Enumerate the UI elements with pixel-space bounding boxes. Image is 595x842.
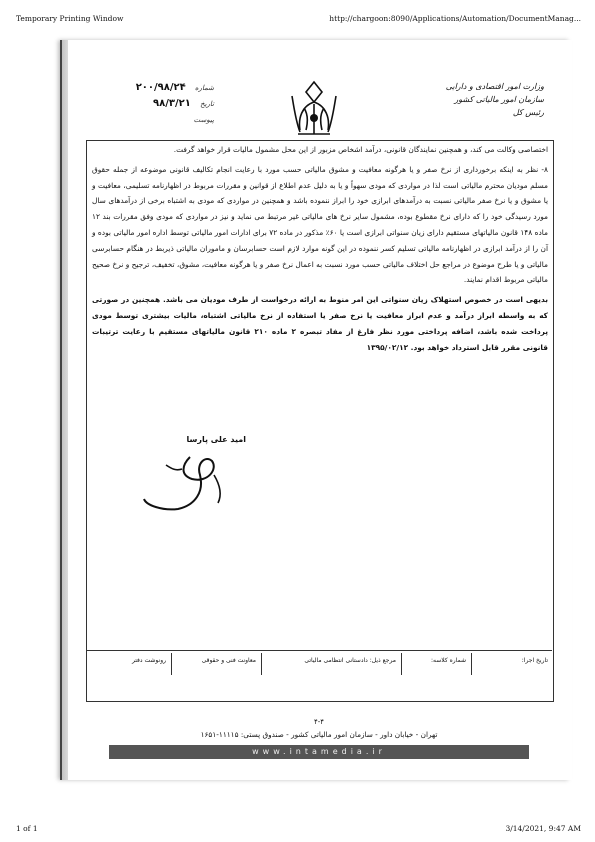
letter-date-row <box>94 96 214 112</box>
routing-department: معاونت فنی و حقوقی <box>201 657 256 664</box>
signature-block <box>122 435 252 535</box>
routing-divider <box>471 653 472 675</box>
org-header <box>434 80 544 119</box>
browser-print-header <box>0 0 595 23</box>
signer-name: امید علی پارسا <box>186 435 246 444</box>
scan-edge <box>62 40 68 780</box>
print-window-title: Temporary Printing Window <box>16 14 124 23</box>
org-line-ministry: وزارت امور اقتصادی و دارایی <box>445 82 544 91</box>
org-line-agency: سازمان امور مالیاتی کشور <box>454 95 544 104</box>
scanned-letter <box>62 40 572 780</box>
attachment-label: پیوست <box>193 116 214 124</box>
routing-divider <box>261 653 262 675</box>
routing-strip <box>86 650 552 677</box>
print-url: http://chargoon:8090/Applications/Automation/DocumentManag... <box>329 14 581 23</box>
routing-copy: رونوشت دفتر <box>131 657 166 664</box>
postal-address: تهران - خیابان داور - سازمان امور مالیاتی کشور - صندوق پستی: ۱۱۱۱۵-۱۶۵۱ <box>200 730 438 739</box>
routing-divider <box>401 653 402 675</box>
browser-print-footer <box>0 822 595 842</box>
letter-date: ۹۸/۳/۲۱ <box>153 98 191 109</box>
paragraph-2: ۸- نظر به اینکه برخورداری از نرخ صفر و یا هرگونه معافیت و مشوق مالیاتی حسب مورد با رعایت انجام تکالیف قانونی موضوعه از جمله حقوق مسلم مودیان محترم مالیاتی است لذا در مواردی که مودی سهواً و یا به دلیل عدم اطلاع از قوانین و مقررات مربوط در اظهارنامه تسلیمی، معافیت و یا مشوق و یا نرخ صفر مالیاتی نسبت به درآمدهای ابرازی خود را ابراز ننموده باشد و همچنین در مواردی که مودی به اشتباه برخی از درآمدهای سال مورد رسیدگی خود را که دارای نرخ مقطوع بوده، مشمول سایر نرخ های مالیاتی غیر مرتبط می نماید و نیز در مواردی که مودی وفق مقررات بند ۱۲ ماده ۱۴۸ قانون مالیاتهای مستقیم دارای زیان سنواتی ابرازی است یا ۶۰٪ مذکور در ماده ۷۲ برای ادارات امور مالیاتی توسط اداره امور مالیاتی بوده و آن را از درآمد ابرازی در اظهارنامه مالیاتی تسلیم کسر ننموده در این گونه موارد لازم است حسابرسان و ماموران مالیاتی ذیربط در هنگام حسابرسی مالیاتی و یا طرح موضوع در مراجع حل اختلاف مالیاتی حسب مورد نسبت به اعمال نرخ صفر و یا هرگونه معافیت، مشوق، تخفیف، ترجیح و نرخ صحیح مالیاتی مربوط اقدام نمایند. <box>92 164 548 285</box>
date-label: تاریخ <box>200 100 214 108</box>
handwritten-signature-icon <box>122 435 252 535</box>
page-number: ۴-۴ <box>313 718 325 726</box>
paragraph-1: اختصاصی وکالت می کند، و همچنین نمایندگان قانونی، درآمد اشخاص مزبور از این محل مشمول مالیات قرار خواهد گرفت. <box>173 145 548 154</box>
letter-number: ۲۰۰/۹۸/۲۴ <box>135 82 186 93</box>
print-timestamp: 3/14/2021, 9:47 AM <box>505 824 581 833</box>
website-band: www.intamedia.ir <box>109 745 529 759</box>
page-count: 1 of 1 <box>16 824 38 833</box>
national-emblem-icon <box>284 78 344 142</box>
letter-body <box>92 142 548 359</box>
letter-meta <box>94 80 214 128</box>
org-line-head: رئیس کل <box>512 108 544 117</box>
number-label: شماره <box>194 84 214 92</box>
letter-footer <box>86 718 552 759</box>
paragraph-3: بدیهی است در خصوص استهلاک زیان سنواتی این امر منوط به ارائه درخواست از طرف مودیان می باشد. همچنین در صورتی که به واسطه ابراز درآمد و عدم ابراز معافیت یا نرخ صفر یا استفاده از نرخ مالیاتی اشتباه، مالیات بیشتری توسط مودی پرداخت شده باشد، اضافه پرداختی مورد نظر فارغ از مفاد تبصره ۲ ماده ۲۱۰ قانون مالیاتهای مستقیم با رعایت ترتیبات قانونی مقرر قابل استرداد خواهد بود. ۱۳۹۵/۰۲/۱۲ <box>92 295 548 352</box>
attachment-row <box>94 112 214 128</box>
routing-reference: مرجع ذیل: دادستانی انتظامی مالیاتی <box>304 657 396 664</box>
routing-file-number: شماره کلاسه: <box>431 657 466 664</box>
routing-exec-date: تاریخ اجرا: <box>521 657 548 664</box>
routing-divider <box>171 653 172 675</box>
letter-number-row <box>94 80 214 96</box>
